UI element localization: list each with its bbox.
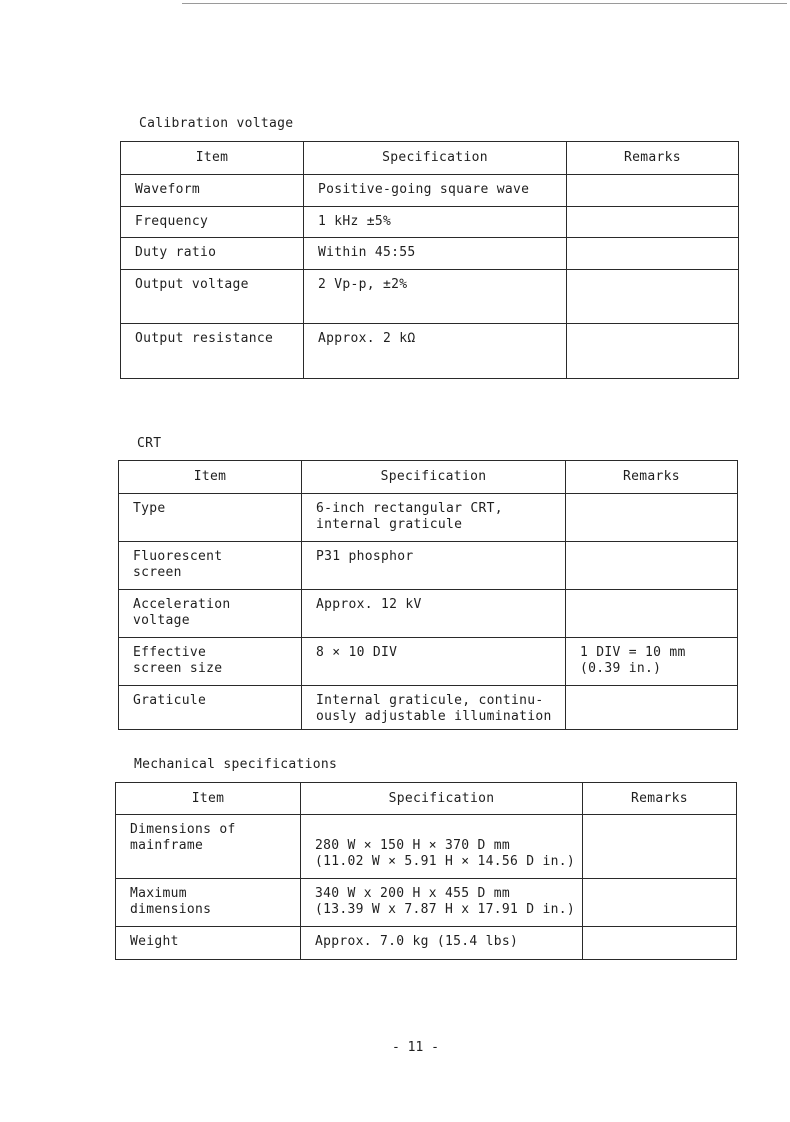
calibration-voltage-title: Calibration voltage: [139, 116, 294, 131]
crt-table: [118, 460, 738, 730]
table-row: [119, 542, 738, 590]
specification-line: 340 W x 200 H x 455 D mm: [315, 886, 511, 901]
specification-cell: Positive-going square wave: [304, 175, 567, 207]
item-line: Maximum: [130, 886, 187, 901]
item-line: Type: [133, 501, 166, 516]
specification-cell: 2 Vp-p, ±2%: [304, 270, 567, 324]
specification-cell: 1 kHz ±5%: [304, 207, 567, 238]
specification-cell: [301, 815, 583, 879]
remarks-cell: [567, 175, 739, 207]
specification-line: P31 phosphor: [316, 549, 414, 564]
item-cell: [119, 542, 302, 590]
specification-line: 280 W × 150 H × 370 D mm: [315, 838, 511, 853]
column-header-item: Item: [119, 461, 302, 494]
item-line: Weight: [130, 934, 179, 949]
item-line: screen: [133, 565, 182, 580]
item-line: Acceleration: [133, 597, 231, 612]
table-row: [121, 270, 739, 324]
table-row: [119, 590, 738, 638]
specification-cell: [302, 494, 566, 542]
item-cell: Output voltage: [121, 270, 304, 324]
column-header-specification: Specification: [301, 783, 583, 815]
remarks-cell: [567, 207, 739, 238]
column-header-remarks: Remarks: [567, 142, 739, 175]
remarks-cell: [567, 238, 739, 270]
specification-line: ously adjustable illumination: [316, 709, 552, 724]
item-line: screen size: [133, 661, 223, 676]
remarks-cell: [583, 879, 737, 927]
table-row: [116, 815, 737, 879]
remarks-cell: [566, 686, 738, 730]
item-cell: [119, 494, 302, 542]
remarks-cell: [583, 927, 737, 960]
top-rule: [182, 3, 787, 4]
table-row: [119, 494, 738, 542]
table-row: [116, 879, 737, 927]
specification-line: (13.39 W x 7.87 H x 17.91 D in.): [315, 902, 576, 917]
specification-line: Internal graticule, continu-: [316, 693, 544, 708]
column-header-item: Item: [121, 142, 304, 175]
specification-line: internal graticule: [316, 517, 463, 532]
column-header-specification: Specification: [304, 142, 567, 175]
remarks-cell: [583, 815, 737, 879]
remarks-cell: [566, 590, 738, 638]
specification-line: Approx. 12 kV: [316, 597, 422, 612]
table-row: [121, 175, 739, 207]
table-row: [121, 207, 739, 238]
column-header-specification: Specification: [302, 461, 566, 494]
specification-line: 6-inch rectangular CRT,: [316, 501, 503, 516]
remarks-line: 1 DIV = 10 mm: [580, 645, 686, 660]
remarks-line: (0.39 in.): [580, 661, 662, 676]
column-header-item: Item: [116, 783, 301, 815]
specification-cell: [301, 927, 583, 960]
page-number: - 11 -: [392, 1040, 439, 1055]
item-line: Dimensions of: [130, 822, 236, 837]
item-line: voltage: [133, 613, 190, 628]
item-cell: [119, 686, 302, 730]
item-line: Graticule: [133, 693, 207, 708]
table-row: [121, 238, 739, 270]
specification-cell: Within 45:55: [304, 238, 567, 270]
remarks-cell: [566, 638, 738, 686]
mechanical-specifications-title: Mechanical specifications: [134, 757, 338, 772]
specification-line: [315, 822, 582, 838]
specification-cell: [302, 638, 566, 686]
item-cell: [119, 590, 302, 638]
item-cell: [116, 879, 301, 927]
mechanical-specifications-table: [115, 782, 737, 960]
column-header-remarks: Remarks: [583, 783, 737, 815]
specification-line: Approx. 7.0 kg (15.4 lbs): [315, 934, 519, 949]
table-row: [116, 927, 737, 960]
specification-cell: [302, 686, 566, 730]
specification-line: (11.02 W × 5.91 H × 14.56 D in.): [315, 854, 576, 869]
specification-cell: [301, 879, 583, 927]
item-cell: Output resistance: [121, 324, 304, 379]
crt-title: CRT: [137, 436, 162, 451]
table-row: [121, 324, 739, 379]
item-line: Fluorescent: [133, 549, 223, 564]
specification-cell: Approx. 2 kΩ: [304, 324, 567, 379]
calibration-voltage-table: [120, 141, 739, 379]
item-cell: Duty ratio: [121, 238, 304, 270]
table-row: [119, 686, 738, 730]
specification-cell: [302, 542, 566, 590]
item-cell: [116, 815, 301, 879]
table-row: [119, 638, 738, 686]
remarks-cell: [566, 542, 738, 590]
remarks-cell: [567, 270, 739, 324]
item-cell: Frequency: [121, 207, 304, 238]
remarks-cell: [567, 324, 739, 379]
item-line: dimensions: [130, 902, 212, 917]
specification-cell: [302, 590, 566, 638]
column-header-remarks: Remarks: [566, 461, 738, 494]
item-line: mainframe: [130, 838, 204, 853]
item-cell: [119, 638, 302, 686]
specification-line: 8 × 10 DIV: [316, 645, 398, 660]
remarks-cell: [566, 494, 738, 542]
item-cell: Waveform: [121, 175, 304, 207]
item-line: Effective: [133, 645, 207, 660]
item-cell: [116, 927, 301, 960]
